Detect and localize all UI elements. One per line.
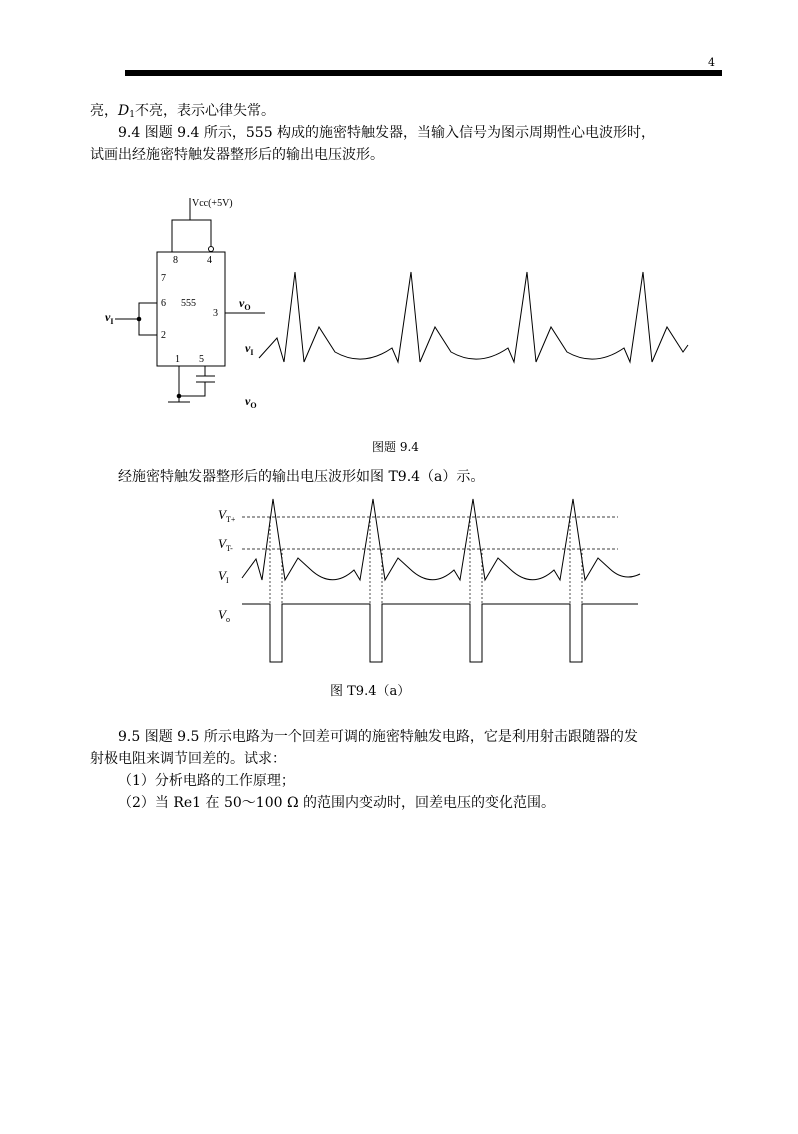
pin-1: 1 <box>175 354 180 365</box>
ground-node-dot <box>177 394 182 399</box>
output-label-vo: $v_O$ <box>239 296 251 312</box>
figure-t9-4a-caption: 图 T9.4（a） <box>330 684 411 699</box>
input-node-dot <box>137 317 142 322</box>
pin-2: 2 <box>161 330 166 341</box>
figure-9-4-caption: 图题 9.4 <box>372 440 419 454</box>
pin-7: 7 <box>161 273 166 284</box>
vt-minus-label: $V_{T-}$ <box>218 536 233 553</box>
problem-9-4-line2: 试画出经施密特触发器整形后的输出电压波形。 <box>90 147 384 163</box>
problem-9-4-line1: 9.4 图题 9.4 所示，555 构成的施密特触发器，当输入信号为图示周期性心电波形时， <box>118 125 656 141</box>
bottom-label-vo: $v_O$ <box>245 394 257 410</box>
answer-paragraph: 经施密特触发器整形后的输出电压波形如图 T9.4（a）示。 <box>118 469 485 485</box>
waveform-label-vi: $v_I$ <box>245 341 254 357</box>
problem-9-5-line1: 9.5 图题 9.5 所示电路为一个回差可调的施密特触发电路，它是利用射击跟随器的发 <box>118 729 638 745</box>
pin-4: 4 <box>207 255 212 266</box>
vcc-label: Vcc(+5V) <box>192 198 233 209</box>
page-number: 4 <box>708 56 715 69</box>
problem-9-5-item2: （2）当 Re1 在 50～100 Ω 的范围内变动时，回差电压的变化范围。 <box>118 795 556 811</box>
vo-label: $V_o$ <box>218 607 230 624</box>
figure-9-4-circuit <box>95 190 705 425</box>
figure-t9-4a <box>210 492 650 667</box>
pin-5: 5 <box>199 354 204 365</box>
vo-output-waveform <box>242 604 638 662</box>
vi-label: $V_I$ <box>218 568 229 585</box>
pin-8: 8 <box>173 255 178 266</box>
chip-555-label: 555 <box>181 298 196 309</box>
vi-input-waveform <box>242 499 640 580</box>
pin-6: 6 <box>161 298 166 309</box>
input-ecg-waveform <box>259 272 688 362</box>
pin-3: 3 <box>213 308 218 319</box>
problem-9-5-line2: 射极电阻来调节回差的。试求： <box>90 751 286 767</box>
paragraph-continuation: 亮，$D_1$不亮，表示心律失常。 <box>90 103 275 120</box>
header-rule <box>125 70 722 76</box>
input-label-vi: $v_I$ <box>105 310 114 326</box>
problem-9-5-item1: （1）分析电路的工作原理； <box>118 773 295 789</box>
vt-plus-label: $V_{T+}$ <box>218 507 236 524</box>
